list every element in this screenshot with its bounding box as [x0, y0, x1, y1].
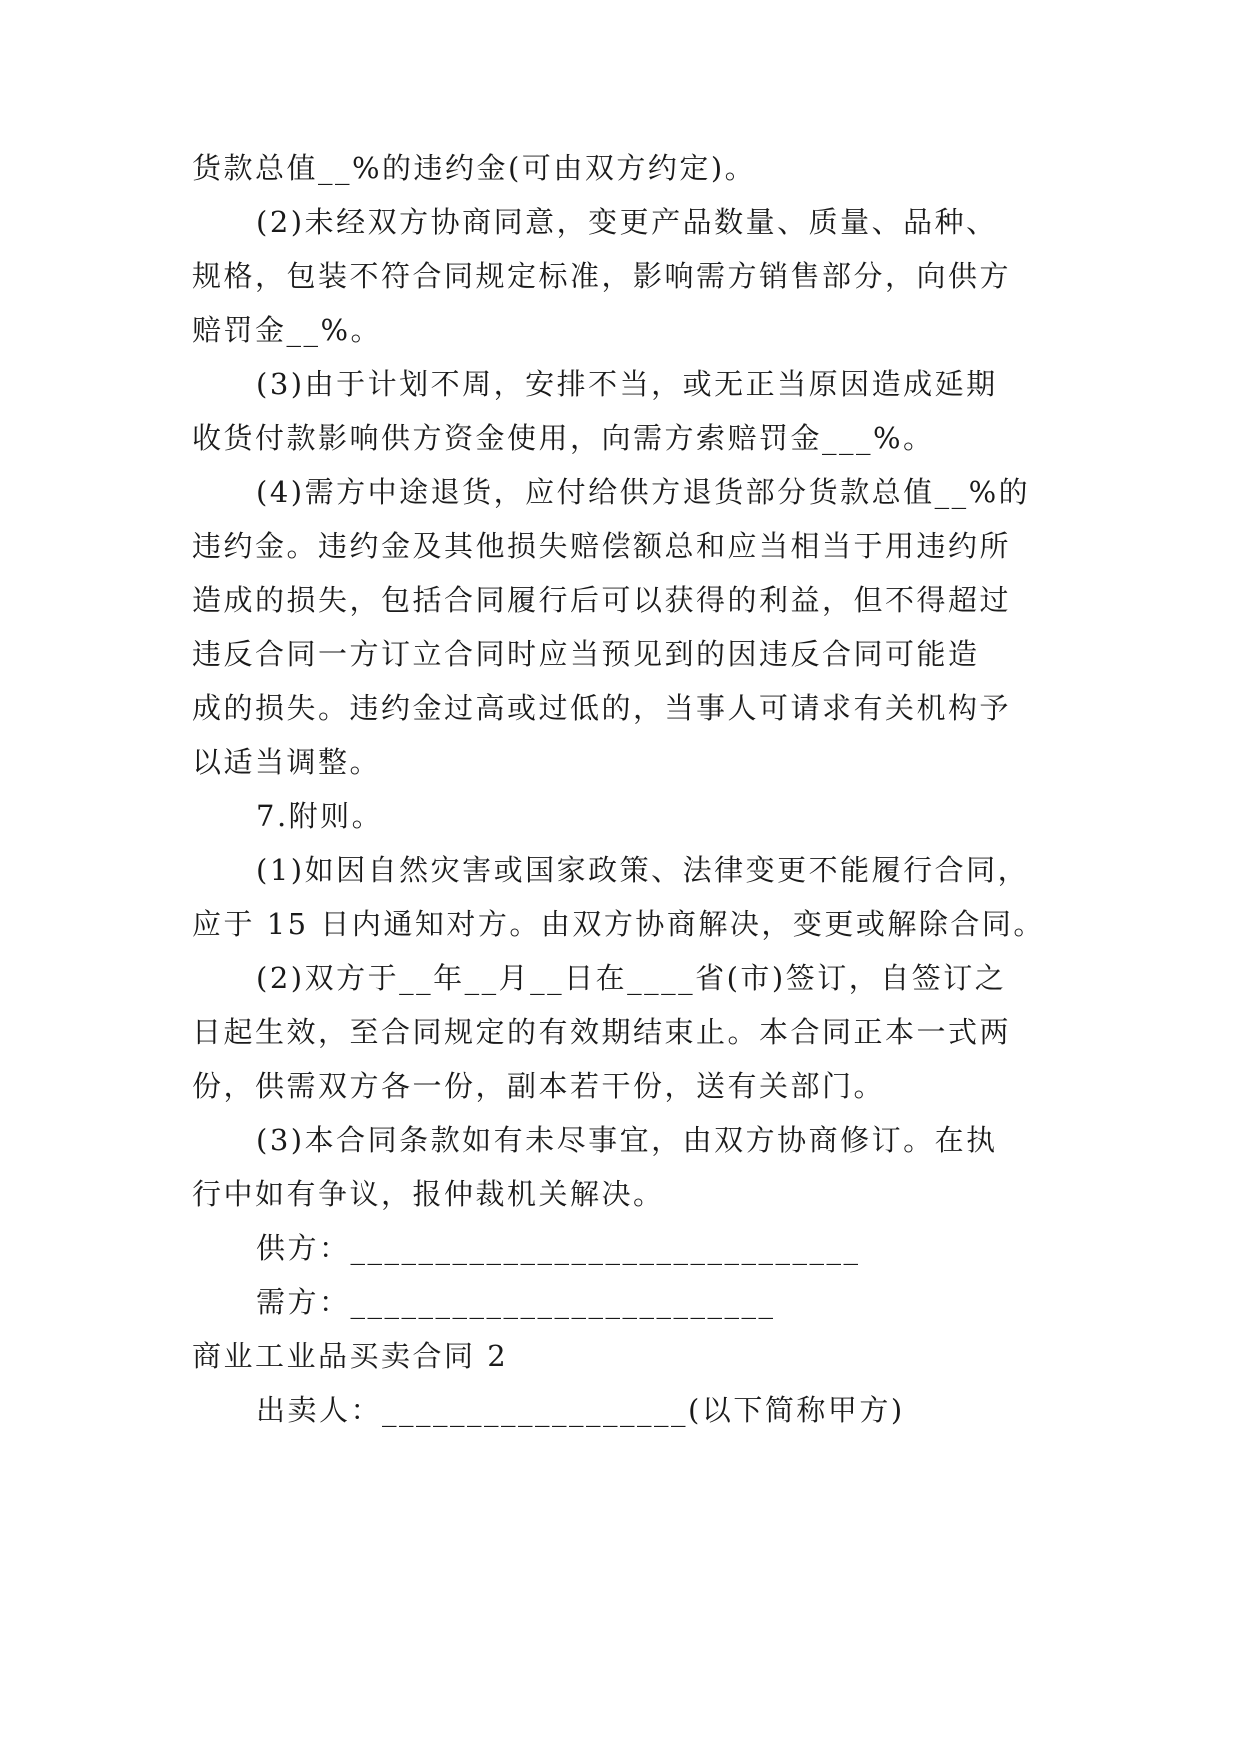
paragraph-line: 赔罚金__%。 — [192, 313, 383, 347]
document-title: 商业工业品买卖合同 2 — [192, 1339, 509, 1373]
paragraph-line: 份，供需双方各一份，副本若干份，送有关部门。 — [192, 1069, 886, 1103]
paragraph-line: 日起生效，至合同规定的有效期结束止。本合同正本一式两 — [192, 1015, 1012, 1049]
paragraph-line: 应于 15 日内通知对方。由双方协商解决，变更或解除合同。 — [192, 907, 1045, 941]
paragraph-line: (2)未经双方协商同意，变更产品数量、质量、品种、 — [256, 205, 998, 239]
paragraph-line: 规格，包装不符合同规定标准，影响需方销售部分，向供方 — [192, 259, 1012, 293]
paragraph-line: (2)双方于__年__月__日在____省(市)签订，自签订之 — [256, 961, 1007, 995]
paragraph-line: 收货付款影响供方资金使用，向需方索赔罚金___%。 — [192, 421, 935, 455]
paragraph-line: 违约金。违约金及其他损失赔偿额总和应当相当于用违约所 — [192, 529, 1012, 563]
paragraph-line: 成的损失。违约金过高或过低的，当事人可请求有关机构予 — [192, 691, 1012, 725]
paragraph-line: 造成的损失，包括合同履行后可以获得的利益，但不得超过 — [192, 583, 1012, 617]
paragraph-line: (3)由于计划不周，安排不当，或无正当原因造成延期 — [256, 367, 998, 401]
seller-line: 出卖人：__________________(以下简称甲方) — [256, 1393, 905, 1427]
paragraph-line: (3)本合同条款如有未尽事宜，由双方协商修订。在执 — [256, 1123, 998, 1157]
section-heading: 7.附则。 — [256, 799, 384, 833]
paragraph-line: 货款总值__%的违约金(可由双方约定)。 — [192, 151, 757, 185]
paragraph-line: (4)需方中途退货，应付给供方退货部分货款总值__%的 — [256, 475, 1031, 509]
paragraph-line: (1)如因自然灾害或国家政策、法律变更不能履行合同， — [256, 853, 1030, 887]
buyer-signature-line: 需方：_________________________ — [256, 1285, 776, 1319]
paragraph-line: 以适当调整。 — [192, 745, 382, 779]
paragraph-line: 行中如有争议，报仲裁机关解决。 — [192, 1177, 665, 1211]
supplier-signature-line: 供方：______________________________ — [256, 1231, 861, 1265]
paragraph-line: 违反合同一方订立合同时应当预见到的因违反合同可能造 — [192, 637, 980, 671]
